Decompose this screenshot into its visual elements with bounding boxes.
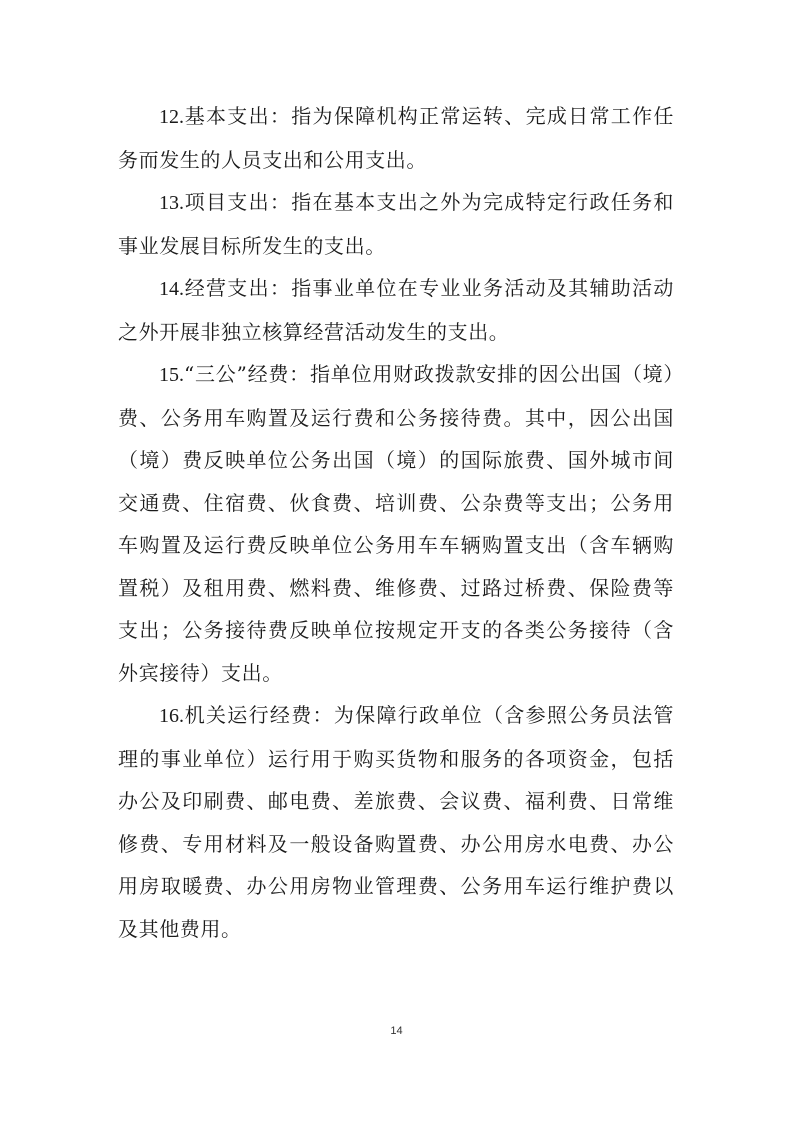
paragraph-text: 基本支出：指为保障机构正常运转、完成日常工作任务而发生的人员支出和公用支出。 — [118, 104, 674, 172]
document-body — [118, 95, 674, 950]
paragraph-text: 项目支出：指在基本支出之外为完成特定行政任务和事业发展目标所发生的支出。 — [118, 190, 674, 258]
paragraph-14 — [118, 267, 674, 353]
paragraph-number: 15. — [159, 364, 184, 386]
paragraph-text: 经营支出：指事业单位在专业业务活动及其辅助活动之外开展非独立核算经营活动发生的支出。 — [118, 276, 674, 344]
paragraph-text: 机关运行经费：为保障行政单位（含参照公务员法管理的事业单位）运行用于购买货物和服务的各项资金，包括办公及印刷费、邮电费、差旅费、会议费、福利费、日常维修费、专用材料及一般设备购置费、办公用房水电费、办公用房取暖费、办公用房物业管理费、公务用车运行维护费以及其他费用。 — [118, 703, 674, 941]
paragraph-12 — [118, 95, 674, 181]
paragraph-number: 12. — [159, 106, 184, 128]
paragraph-15 — [118, 353, 674, 694]
paragraph-text: “三公”经费：指单位用财政拨款安排的因公出国（境）费、公务用车购置及运行费和公务接待费。其中，因公出国（境）费反映单位公务出国（境）的国际旅费、国外城市间交通费、住宿费、伙食费、培训费、公杂费等支出；公务用车购置及运行费反映单位公务用车车辆购置支出（含车辆购置税）及租用费、燃料费、维修费、过路过桥费、保险费等支出；公务接待费反映单位按规定开支的各类公务接待（含外宾接待）支出。 — [118, 362, 674, 685]
paragraph-number: 14. — [159, 278, 184, 300]
paragraph-number: 13. — [159, 192, 184, 214]
page-number: 14 — [390, 1025, 403, 1037]
paragraph-number: 16. — [159, 705, 184, 727]
paragraph-13 — [118, 181, 674, 267]
paragraph-16 — [118, 694, 674, 950]
